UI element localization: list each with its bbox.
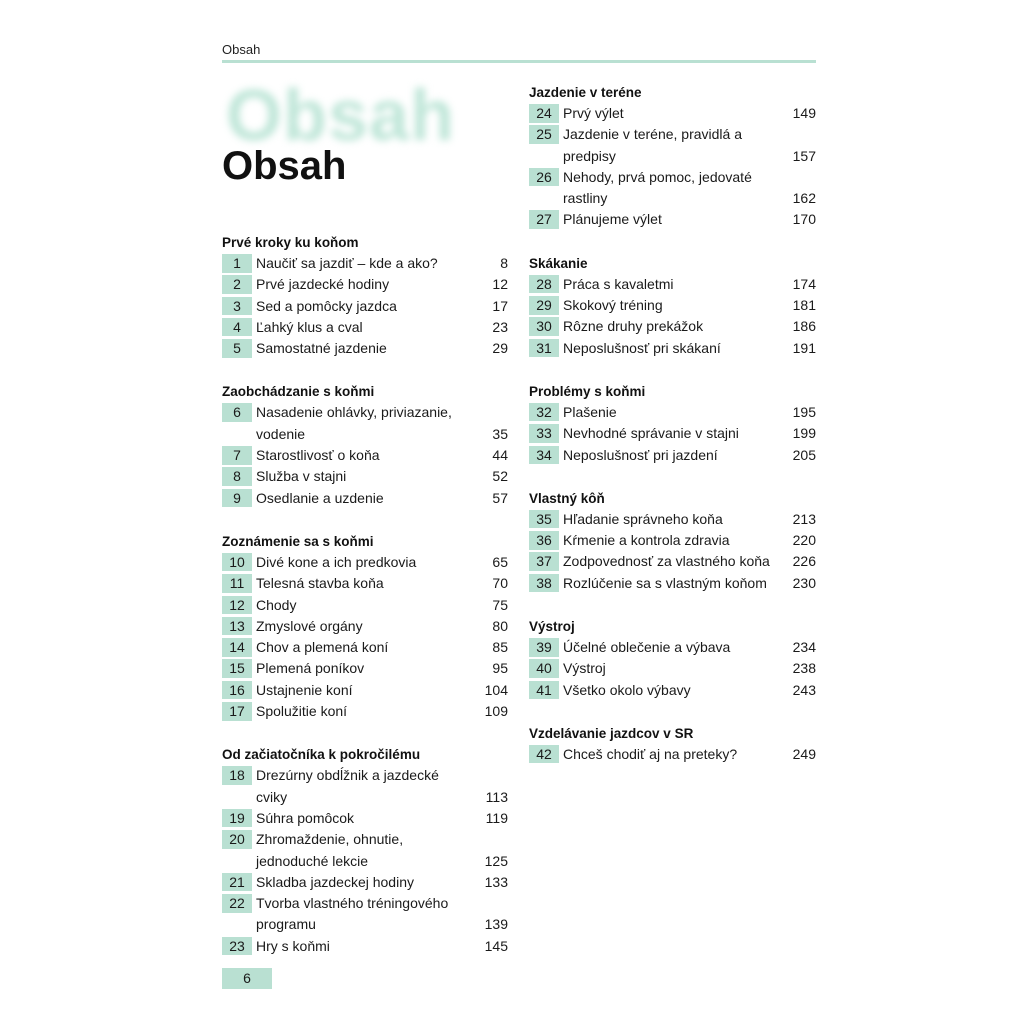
chapter-title: Osedlanie a uzdenie xyxy=(256,489,384,506)
chapter-number: 41 xyxy=(529,681,559,700)
chapter-title: Zhromaždenie, ohnutie, jednoduché lekcie xyxy=(256,831,404,869)
chapter-page: 109 xyxy=(484,703,508,720)
toc-entry[interactable] xyxy=(222,402,508,445)
chapter-number: 26 xyxy=(529,168,559,187)
chapter-title: Samostatné jazdenie xyxy=(256,340,387,357)
chapter-page: 95 xyxy=(492,660,508,677)
chapter-number: 18 xyxy=(222,766,252,785)
toc-entry[interactable] xyxy=(222,936,508,957)
chapter-page: 234 xyxy=(792,639,816,656)
chapter-title: Rozlúčenie sa s vlastným koňom xyxy=(563,574,767,591)
toc-entry[interactable] xyxy=(529,209,816,230)
chapter-page: 52 xyxy=(492,468,508,485)
chapter-page: 65 xyxy=(492,553,508,570)
toc-section xyxy=(529,616,816,701)
chapter-title: Zmyslové orgány xyxy=(256,617,363,634)
chapter-page: 181 xyxy=(792,297,816,314)
section-title: Od začiatočníka k pokročilému xyxy=(222,747,421,763)
chapter-title: Chov a plemená koní xyxy=(256,639,389,656)
chapter-number: 23 xyxy=(222,937,252,956)
section-title: Vzdelávanie jazdcov v SR xyxy=(529,725,694,741)
chapter-page: 119 xyxy=(485,809,508,826)
chapter-number: 16 xyxy=(222,681,252,700)
chapter-number: 40 xyxy=(529,659,559,678)
toc-entry[interactable] xyxy=(529,658,816,679)
chapter-page: 29 xyxy=(492,340,508,357)
chapter-page: 174 xyxy=(792,275,816,292)
chapter-page: 195 xyxy=(792,403,816,420)
page-title: Obsah xyxy=(222,144,347,188)
chapter-page: 199 xyxy=(792,425,816,442)
chapter-title: Skokový tréning xyxy=(563,297,663,314)
chapter-page: 186 xyxy=(792,318,816,335)
chapter-page: 170 xyxy=(792,211,816,228)
chapter-number: 8 xyxy=(222,467,252,486)
toc-entry[interactable] xyxy=(529,103,816,124)
toc-entry[interactable] xyxy=(529,402,816,423)
toc-entry[interactable] xyxy=(222,338,508,359)
toc-entry[interactable] xyxy=(222,658,508,679)
toc-entry[interactable] xyxy=(222,829,508,872)
toc-entry[interactable] xyxy=(529,680,816,701)
chapter-page: 104 xyxy=(484,681,508,698)
chapter-title: Starostlivosť o koňa xyxy=(256,447,380,464)
header-rule xyxy=(222,60,816,63)
chapter-title: Nevhodné správanie v stajni xyxy=(563,425,739,442)
chapter-number: 5 xyxy=(222,339,252,358)
chapter-number: 2 xyxy=(222,275,252,294)
chapter-title: Plašenie xyxy=(563,403,617,420)
toc-column-right xyxy=(529,82,816,787)
chapter-number: 9 xyxy=(222,489,252,508)
chapter-number: 24 xyxy=(529,104,559,123)
toc-entry[interactable] xyxy=(222,488,508,509)
toc-entry[interactable] xyxy=(222,893,508,936)
chapter-page: 23 xyxy=(492,318,508,335)
chapter-number: 33 xyxy=(529,424,559,443)
chapter-title: Drezúrny obdĺžnik a jazdecké cviky xyxy=(256,767,439,805)
toc-entry[interactable] xyxy=(529,295,816,316)
chapter-number: 22 xyxy=(222,894,252,913)
chapter-number: 21 xyxy=(222,873,252,892)
chapter-number: 36 xyxy=(529,531,559,550)
chapter-number: 14 xyxy=(222,638,252,657)
chapter-number: 37 xyxy=(529,552,559,571)
chapter-number: 30 xyxy=(529,317,559,336)
chapter-title: Jazdenie v teréne, pravidlá a predpisy xyxy=(563,126,742,164)
running-head: Obsah xyxy=(222,42,261,57)
chapter-page: 35 xyxy=(492,425,508,442)
toc-entry[interactable] xyxy=(222,296,508,317)
chapter-page: 70 xyxy=(492,575,508,592)
chapter-page: 230 xyxy=(792,574,816,591)
chapter-title: Hľadanie správneho koňa xyxy=(563,510,723,527)
section-title: Skákanie xyxy=(529,255,588,271)
chapter-title: Prvý výlet xyxy=(563,105,624,121)
chapter-page: 8 xyxy=(500,255,508,271)
toc-entry[interactable] xyxy=(222,253,508,274)
chapter-number: 1 xyxy=(222,254,252,273)
chapter-page: 213 xyxy=(792,510,816,527)
chapter-page: 243 xyxy=(792,681,816,698)
toc-section xyxy=(222,744,508,957)
ghost-title: Obsah xyxy=(226,76,456,156)
chapter-title: Nasadenie ohlávky, priviazanie, vodenie xyxy=(256,404,452,442)
toc-section xyxy=(222,381,508,508)
chapter-number: 28 xyxy=(529,275,559,294)
chapter-number: 29 xyxy=(529,296,559,315)
chapter-number: 11 xyxy=(222,574,252,593)
chapter-number: 13 xyxy=(222,617,252,636)
toc-entry[interactable] xyxy=(529,573,816,594)
section-title: Vlastný kôň xyxy=(529,490,605,506)
chapter-page: 226 xyxy=(792,553,816,570)
toc-column-left xyxy=(222,232,508,979)
chapter-title: Chceš chodiť aj na preteky? xyxy=(563,745,738,762)
toc-entry[interactable] xyxy=(529,744,816,765)
toc-entry[interactable] xyxy=(529,167,816,210)
chapter-title: Nehody, prvá pomoc, jedovaté rastliny xyxy=(563,168,752,207)
chapter-number: 42 xyxy=(529,745,559,764)
chapter-number: 17 xyxy=(222,702,252,721)
toc-entry[interactable] xyxy=(222,445,508,466)
chapter-title: Všetko okolo výbavy xyxy=(563,681,691,698)
chapter-number: 27 xyxy=(529,210,559,229)
chapter-page: 162 xyxy=(792,190,816,207)
toc-entry[interactable] xyxy=(222,872,508,893)
toc-entry[interactable] xyxy=(529,316,816,337)
chapter-number: 12 xyxy=(222,596,252,615)
toc-section xyxy=(529,381,816,466)
chapter-number: 6 xyxy=(222,403,252,422)
toc-entry[interactable] xyxy=(222,701,508,722)
chapter-page: 249 xyxy=(792,745,816,762)
toc-section xyxy=(529,723,816,765)
chapter-title: Plemená poníkov xyxy=(256,660,365,677)
toc-entry[interactable] xyxy=(222,552,508,573)
section-title: Zoznámenie sa s koňmi xyxy=(222,533,374,549)
toc-entry[interactable] xyxy=(529,445,816,466)
chapter-page: 57 xyxy=(492,489,508,506)
section-title: Zaobchádzanie s koňmi xyxy=(222,384,375,400)
chapter-title: Neposlušnosť pri skákaní xyxy=(563,339,721,356)
toc-entry[interactable] xyxy=(529,423,816,444)
chapter-number: 39 xyxy=(529,638,559,657)
chapter-title: Práca s kavaletmi xyxy=(563,275,674,292)
chapter-page: 44 xyxy=(492,447,508,464)
chapter-title: Divé kone a ich predkovia xyxy=(256,553,417,570)
toc-section xyxy=(529,253,816,359)
chapter-page: 238 xyxy=(792,660,816,677)
chapter-title: Hry s koňmi xyxy=(256,937,330,954)
chapter-page: 12 xyxy=(492,276,508,293)
toc-entry[interactable] xyxy=(529,124,816,167)
chapter-title: Služba v stajni xyxy=(256,468,347,485)
toc-entry[interactable] xyxy=(529,338,816,359)
chapter-number: 38 xyxy=(529,574,559,593)
chapter-page: 220 xyxy=(792,532,816,549)
chapter-number: 3 xyxy=(222,297,252,316)
toc-entry[interactable] xyxy=(222,466,508,487)
chapter-page: 145 xyxy=(484,937,508,954)
chapter-title: Naučiť sa jazdiť – kde a ako? xyxy=(256,255,438,271)
toc-entry[interactable] xyxy=(222,317,508,338)
chapter-page: 205 xyxy=(792,446,816,463)
chapter-title: Súhra pomôcok xyxy=(256,809,355,826)
chapter-number: 19 xyxy=(222,809,252,828)
section-title: Výstroj xyxy=(529,619,575,635)
chapter-page: 75 xyxy=(492,596,508,613)
chapter-title: Chody xyxy=(256,596,297,613)
chapter-page: 157 xyxy=(792,147,816,164)
chapter-page: 149 xyxy=(792,105,816,121)
chapter-number: 35 xyxy=(529,510,559,529)
chapter-number: 31 xyxy=(529,339,559,358)
chapter-page: 133 xyxy=(484,873,508,890)
chapter-number: 32 xyxy=(529,403,559,422)
chapter-page: 191 xyxy=(792,339,816,356)
chapter-page: 125 xyxy=(484,852,508,869)
toc-entry[interactable] xyxy=(222,274,508,295)
chapter-number: 25 xyxy=(529,125,559,144)
chapter-title: Rôzne druhy prekážok xyxy=(563,318,704,335)
section-title: Jazdenie v teréne xyxy=(529,85,642,100)
toc-entry[interactable] xyxy=(529,637,816,658)
chapter-title: Zodpovednosť za vlastného koňa xyxy=(563,553,770,570)
toc-section xyxy=(529,488,816,594)
chapter-title: Ľahký klus a cval xyxy=(256,318,363,335)
chapter-number: 7 xyxy=(222,446,252,465)
chapter-number: 10 xyxy=(222,553,252,572)
chapter-title: Neposlušnosť pri jazdení xyxy=(563,446,718,463)
chapter-title: Sed a pomôcky jazdca xyxy=(256,297,397,314)
section-title: Problémy s koňmi xyxy=(529,383,646,399)
chapter-page: 85 xyxy=(492,639,508,656)
chapter-title: Spolužitie koní xyxy=(256,703,348,720)
chapter-title: Ustajnenie koní xyxy=(256,681,353,698)
chapter-title: Účelné oblečenie a výbava xyxy=(563,639,731,656)
toc-section xyxy=(222,232,508,359)
toc-entry[interactable] xyxy=(222,680,508,701)
chapter-number: 15 xyxy=(222,659,252,678)
toc-entry[interactable] xyxy=(222,595,508,616)
chapter-number: 4 xyxy=(222,318,252,337)
chapter-page: 139 xyxy=(484,916,508,933)
toc-section xyxy=(529,82,816,231)
chapter-title: Tvorba vlastného tréningového programu xyxy=(256,895,449,933)
toc-entry[interactable] xyxy=(222,616,508,637)
chapter-title: Výstroj xyxy=(563,660,606,677)
chapter-number: 34 xyxy=(529,446,559,465)
toc-section xyxy=(222,531,508,722)
chapter-title: Plánujeme výlet xyxy=(563,211,662,228)
chapter-title: Skladba jazdeckej hodiny xyxy=(256,873,414,890)
toc-entry[interactable] xyxy=(529,530,816,551)
toc-entry[interactable] xyxy=(222,808,508,829)
toc-entry[interactable] xyxy=(222,637,508,658)
toc-entry[interactable] xyxy=(222,573,508,594)
page-number: 6 xyxy=(222,968,272,989)
toc-entry[interactable] xyxy=(222,765,508,808)
toc-entry[interactable] xyxy=(529,551,816,572)
chapter-page: 17 xyxy=(492,297,508,314)
chapter-title: Telesná stavba koňa xyxy=(256,575,384,592)
toc-entry[interactable] xyxy=(529,509,816,530)
section-title: Prvé kroky ku koňom xyxy=(222,235,359,250)
chapter-page: 80 xyxy=(492,617,508,634)
chapter-page: 113 xyxy=(485,788,508,805)
toc-entry[interactable] xyxy=(529,274,816,295)
chapter-title: Kŕmenie a kontrola zdravia xyxy=(563,532,730,549)
chapter-title: Prvé jazdecké hodiny xyxy=(256,276,390,293)
chapter-number: 20 xyxy=(222,830,252,849)
